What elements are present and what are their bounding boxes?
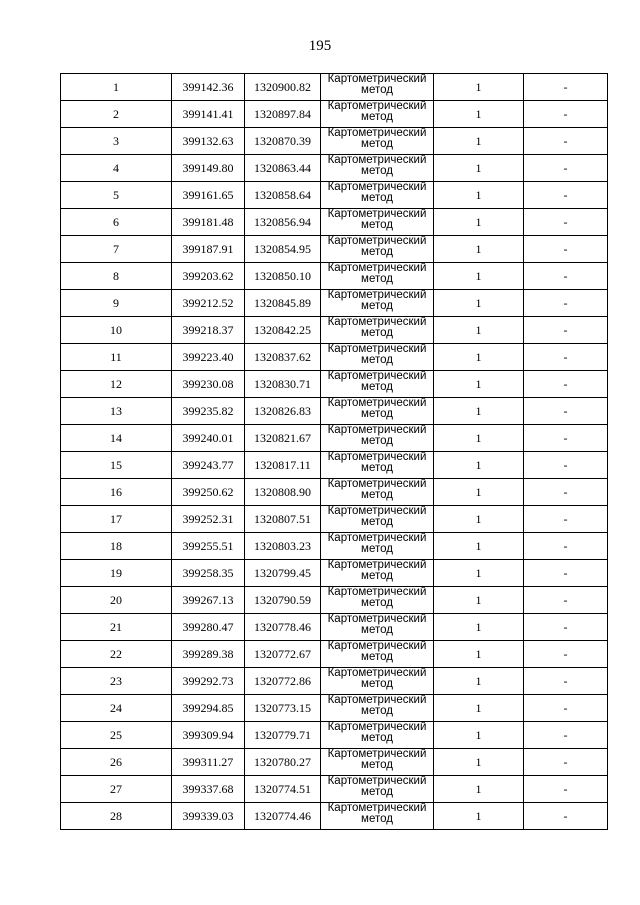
accuracy-cell: 1 [434, 506, 524, 533]
method-name-line: Картометрический [327, 155, 427, 166]
x-coordinate-cell: 399280.47 [172, 614, 245, 641]
note-cell: - [524, 587, 608, 614]
method-suffix-line: метод [361, 300, 393, 312]
method-cell [321, 776, 434, 803]
note-cell: - [524, 479, 608, 506]
method-suffix-line: метод [361, 759, 393, 771]
x-coordinate-cell: 399311.27 [172, 749, 245, 776]
method-suffix-line: метод [361, 732, 393, 744]
note-cell: - [524, 371, 608, 398]
accuracy-cell: 1 [434, 587, 524, 614]
method-suffix-line: метод [361, 462, 393, 474]
table-row [61, 398, 608, 425]
method-cell [321, 803, 434, 830]
note-cell: - [524, 803, 608, 830]
method-suffix-line: метод [361, 678, 393, 690]
accuracy-cell: 1 [434, 74, 524, 101]
table-row [61, 749, 608, 776]
y-coordinate-cell: 1320870.39 [245, 128, 321, 155]
point-number-cell: 2 [61, 101, 172, 128]
method-cell [321, 614, 434, 641]
method-suffix-line: метод [361, 705, 393, 717]
method-name-line: Картометрический [327, 398, 427, 409]
accuracy-cell: 1 [434, 614, 524, 641]
point-number-cell: 8 [61, 263, 172, 290]
x-coordinate-cell: 399187.91 [172, 236, 245, 263]
y-coordinate-cell: 1320780.27 [245, 749, 321, 776]
method-cell [321, 398, 434, 425]
table-row [61, 479, 608, 506]
table-row [61, 587, 608, 614]
point-number-cell: 16 [61, 479, 172, 506]
method-suffix-line: метод [361, 570, 393, 582]
x-coordinate-cell: 399218.37 [172, 317, 245, 344]
note-cell: - [524, 128, 608, 155]
table-row [61, 695, 608, 722]
method-cell [321, 371, 434, 398]
method-cell [321, 155, 434, 182]
point-number-cell: 26 [61, 749, 172, 776]
accuracy-cell: 1 [434, 128, 524, 155]
table-row [61, 344, 608, 371]
point-number-cell: 20 [61, 587, 172, 614]
table-row [61, 263, 608, 290]
point-number-cell: 19 [61, 560, 172, 587]
note-cell: - [524, 236, 608, 263]
x-coordinate-cell: 399203.62 [172, 263, 245, 290]
table-row [61, 452, 608, 479]
note-cell: - [524, 614, 608, 641]
note-cell: - [524, 749, 608, 776]
y-coordinate-cell: 1320900.82 [245, 74, 321, 101]
y-coordinate-cell: 1320854.95 [245, 236, 321, 263]
accuracy-cell: 1 [434, 452, 524, 479]
method-name-line: Картометрический [327, 101, 427, 112]
method-cell [321, 695, 434, 722]
method-name-line: Картометрический [327, 776, 427, 787]
y-coordinate-cell: 1320863.44 [245, 155, 321, 182]
method-cell [321, 263, 434, 290]
table-row [61, 641, 608, 668]
point-number-cell: 25 [61, 722, 172, 749]
note-cell: - [524, 506, 608, 533]
table-row [61, 533, 608, 560]
note-cell: - [524, 182, 608, 209]
method-suffix-line: метод [361, 192, 393, 204]
y-coordinate-cell: 1320817.11 [245, 452, 321, 479]
x-coordinate-cell: 399309.94 [172, 722, 245, 749]
point-number-cell: 4 [61, 155, 172, 182]
table-row [61, 290, 608, 317]
table-row [61, 236, 608, 263]
method-suffix-line: метод [361, 543, 393, 555]
table-row [61, 101, 608, 128]
method-suffix-line: метод [361, 435, 393, 447]
method-cell [321, 452, 434, 479]
point-number-cell: 9 [61, 290, 172, 317]
method-name-line: Картометрический [327, 263, 427, 274]
y-coordinate-cell: 1320774.46 [245, 803, 321, 830]
note-cell: - [524, 317, 608, 344]
method-name-line: Картометрический [327, 209, 427, 220]
note-cell: - [524, 74, 608, 101]
accuracy-cell: 1 [434, 290, 524, 317]
accuracy-cell: 1 [434, 749, 524, 776]
accuracy-cell: 1 [434, 371, 524, 398]
accuracy-cell: 1 [434, 776, 524, 803]
method-name-line: Картометрический [327, 614, 427, 625]
method-suffix-line: метод [361, 786, 393, 798]
point-number-cell: 10 [61, 317, 172, 344]
x-coordinate-cell: 399337.68 [172, 776, 245, 803]
x-coordinate-cell: 399240.01 [172, 425, 245, 452]
x-coordinate-cell: 399132.63 [172, 128, 245, 155]
accuracy-cell: 1 [434, 182, 524, 209]
y-coordinate-cell: 1320858.64 [245, 182, 321, 209]
method-cell [321, 668, 434, 695]
method-name-line: Картометрический [327, 74, 427, 85]
x-coordinate-cell: 399292.73 [172, 668, 245, 695]
point-number-cell: 6 [61, 209, 172, 236]
method-cell [321, 236, 434, 263]
method-suffix-line: метод [361, 273, 393, 285]
method-cell [321, 290, 434, 317]
x-coordinate-cell: 399289.38 [172, 641, 245, 668]
note-cell: - [524, 101, 608, 128]
note-cell: - [524, 695, 608, 722]
x-coordinate-cell: 399235.82 [172, 398, 245, 425]
method-suffix-line: метод [361, 381, 393, 393]
table-row [61, 209, 608, 236]
method-name-line: Картометрический [327, 425, 427, 436]
x-coordinate-cell: 399339.03 [172, 803, 245, 830]
table-row [61, 155, 608, 182]
method-name-line: Картометрический [327, 128, 427, 139]
method-cell [321, 128, 434, 155]
point-number-cell: 24 [61, 695, 172, 722]
note-cell: - [524, 425, 608, 452]
note-cell: - [524, 452, 608, 479]
method-name-line: Картометрический [327, 452, 427, 463]
x-coordinate-cell: 399212.52 [172, 290, 245, 317]
note-cell: - [524, 776, 608, 803]
note-cell: - [524, 263, 608, 290]
method-suffix-line: метод [361, 327, 393, 339]
method-name-line: Картометрический [327, 317, 427, 328]
table-row [61, 317, 608, 344]
x-coordinate-cell: 399252.31 [172, 506, 245, 533]
note-cell: - [524, 722, 608, 749]
x-coordinate-cell: 399267.13 [172, 587, 245, 614]
method-name-line: Картометрический [327, 560, 427, 571]
method-suffix-line: метод [361, 246, 393, 258]
table-row [61, 668, 608, 695]
method-cell [321, 722, 434, 749]
y-coordinate-cell: 1320830.71 [245, 371, 321, 398]
point-number-cell: 1 [61, 74, 172, 101]
method-name-line: Картометрический [327, 479, 427, 490]
x-coordinate-cell: 399161.65 [172, 182, 245, 209]
y-coordinate-cell: 1320772.86 [245, 668, 321, 695]
method-suffix-line: метод [361, 111, 393, 123]
point-number-cell: 15 [61, 452, 172, 479]
table-row [61, 614, 608, 641]
accuracy-cell: 1 [434, 398, 524, 425]
method-suffix-line: метод [361, 624, 393, 636]
y-coordinate-cell: 1320803.23 [245, 533, 321, 560]
y-coordinate-cell: 1320799.45 [245, 560, 321, 587]
point-number-cell: 23 [61, 668, 172, 695]
accuracy-cell: 1 [434, 425, 524, 452]
method-suffix-line: метод [361, 651, 393, 663]
x-coordinate-cell: 399255.51 [172, 533, 245, 560]
method-suffix-line: метод [361, 165, 393, 177]
x-coordinate-cell: 399142.36 [172, 74, 245, 101]
method-suffix-line: метод [361, 84, 393, 96]
method-name-line: Картометрический [327, 236, 427, 247]
note-cell: - [524, 344, 608, 371]
accuracy-cell: 1 [434, 155, 524, 182]
table-row [61, 182, 608, 209]
method-name-line: Картометрический [327, 344, 427, 355]
coordinates-table-body [61, 74, 608, 830]
method-name-line: Картометрический [327, 182, 427, 193]
y-coordinate-cell: 1320772.67 [245, 641, 321, 668]
x-coordinate-cell: 399243.77 [172, 452, 245, 479]
method-suffix-line: метод [361, 219, 393, 231]
method-name-line: Картометрический [327, 371, 427, 382]
method-suffix-line: метод [361, 516, 393, 528]
table-row [61, 560, 608, 587]
x-coordinate-cell: 399149.80 [172, 155, 245, 182]
method-cell [321, 533, 434, 560]
y-coordinate-cell: 1320808.90 [245, 479, 321, 506]
method-cell [321, 560, 434, 587]
x-coordinate-cell: 399294.85 [172, 695, 245, 722]
note-cell: - [524, 668, 608, 695]
point-number-cell: 22 [61, 641, 172, 668]
method-cell [321, 587, 434, 614]
note-cell: - [524, 290, 608, 317]
point-number-cell: 3 [61, 128, 172, 155]
x-coordinate-cell: 399141.41 [172, 101, 245, 128]
point-number-cell: 11 [61, 344, 172, 371]
table-row [61, 506, 608, 533]
x-coordinate-cell: 399250.62 [172, 479, 245, 506]
y-coordinate-cell: 1320856.94 [245, 209, 321, 236]
accuracy-cell: 1 [434, 263, 524, 290]
y-coordinate-cell: 1320778.46 [245, 614, 321, 641]
method-cell [321, 344, 434, 371]
point-number-cell: 28 [61, 803, 172, 830]
accuracy-cell: 1 [434, 803, 524, 830]
x-coordinate-cell: 399223.40 [172, 344, 245, 371]
note-cell: - [524, 398, 608, 425]
method-name-line: Картометрический [327, 695, 427, 706]
method-cell [321, 209, 434, 236]
method-name-line: Картометрический [327, 641, 427, 652]
point-number-cell: 17 [61, 506, 172, 533]
accuracy-cell: 1 [434, 668, 524, 695]
note-cell: - [524, 209, 608, 236]
note-cell: - [524, 155, 608, 182]
method-name-line: Картометрический [327, 587, 427, 598]
accuracy-cell: 1 [434, 533, 524, 560]
accuracy-cell: 1 [434, 560, 524, 587]
point-number-cell: 13 [61, 398, 172, 425]
accuracy-cell: 1 [434, 479, 524, 506]
accuracy-cell: 1 [434, 101, 524, 128]
page-number: 195 [308, 38, 332, 54]
note-cell: - [524, 560, 608, 587]
y-coordinate-cell: 1320779.71 [245, 722, 321, 749]
point-number-cell: 7 [61, 236, 172, 263]
accuracy-cell: 1 [434, 344, 524, 371]
table-row [61, 803, 608, 830]
point-number-cell: 18 [61, 533, 172, 560]
y-coordinate-cell: 1320790.59 [245, 587, 321, 614]
method-cell [321, 749, 434, 776]
x-coordinate-cell: 399230.08 [172, 371, 245, 398]
y-coordinate-cell: 1320850.10 [245, 263, 321, 290]
method-cell [321, 641, 434, 668]
y-coordinate-cell: 1320897.84 [245, 101, 321, 128]
y-coordinate-cell: 1320773.15 [245, 695, 321, 722]
note-cell: - [524, 641, 608, 668]
table-row [61, 371, 608, 398]
method-suffix-line: метод [361, 813, 393, 825]
method-cell [321, 479, 434, 506]
y-coordinate-cell: 1320774.51 [245, 776, 321, 803]
table-row [61, 425, 608, 452]
method-cell [321, 74, 434, 101]
y-coordinate-cell: 1320845.89 [245, 290, 321, 317]
method-name-line: Картометрический [327, 506, 427, 517]
y-coordinate-cell: 1320826.83 [245, 398, 321, 425]
table-row [61, 74, 608, 101]
table-row [61, 722, 608, 749]
method-name-line: Картометрический [327, 290, 427, 301]
method-suffix-line: метод [361, 597, 393, 609]
method-cell [321, 182, 434, 209]
coordinates-table [60, 73, 608, 830]
point-number-cell: 14 [61, 425, 172, 452]
method-cell [321, 425, 434, 452]
method-suffix-line: метод [361, 489, 393, 501]
y-coordinate-cell: 1320821.67 [245, 425, 321, 452]
y-coordinate-cell: 1320837.62 [245, 344, 321, 371]
method-suffix-line: метод [361, 138, 393, 150]
method-suffix-line: метод [361, 408, 393, 420]
accuracy-cell: 1 [434, 236, 524, 263]
method-suffix-line: метод [361, 354, 393, 366]
accuracy-cell: 1 [434, 722, 524, 749]
method-name-line: Картометрический [327, 803, 427, 814]
method-name-line: Картометрический [327, 749, 427, 760]
accuracy-cell: 1 [434, 641, 524, 668]
x-coordinate-cell: 399258.35 [172, 560, 245, 587]
point-number-cell: 21 [61, 614, 172, 641]
y-coordinate-cell: 1320807.51 [245, 506, 321, 533]
method-cell [321, 101, 434, 128]
point-number-cell: 5 [61, 182, 172, 209]
x-coordinate-cell: 399181.48 [172, 209, 245, 236]
table-row [61, 776, 608, 803]
table-row [61, 128, 608, 155]
method-name-line: Картометрический [327, 668, 427, 679]
method-name-line: Картометрический [327, 722, 427, 733]
note-cell: - [524, 533, 608, 560]
accuracy-cell: 1 [434, 317, 524, 344]
accuracy-cell: 1 [434, 209, 524, 236]
point-number-cell: 27 [61, 776, 172, 803]
y-coordinate-cell: 1320842.25 [245, 317, 321, 344]
method-name-line: Картометрический [327, 533, 427, 544]
point-number-cell: 12 [61, 371, 172, 398]
accuracy-cell: 1 [434, 695, 524, 722]
method-cell [321, 317, 434, 344]
method-cell [321, 506, 434, 533]
